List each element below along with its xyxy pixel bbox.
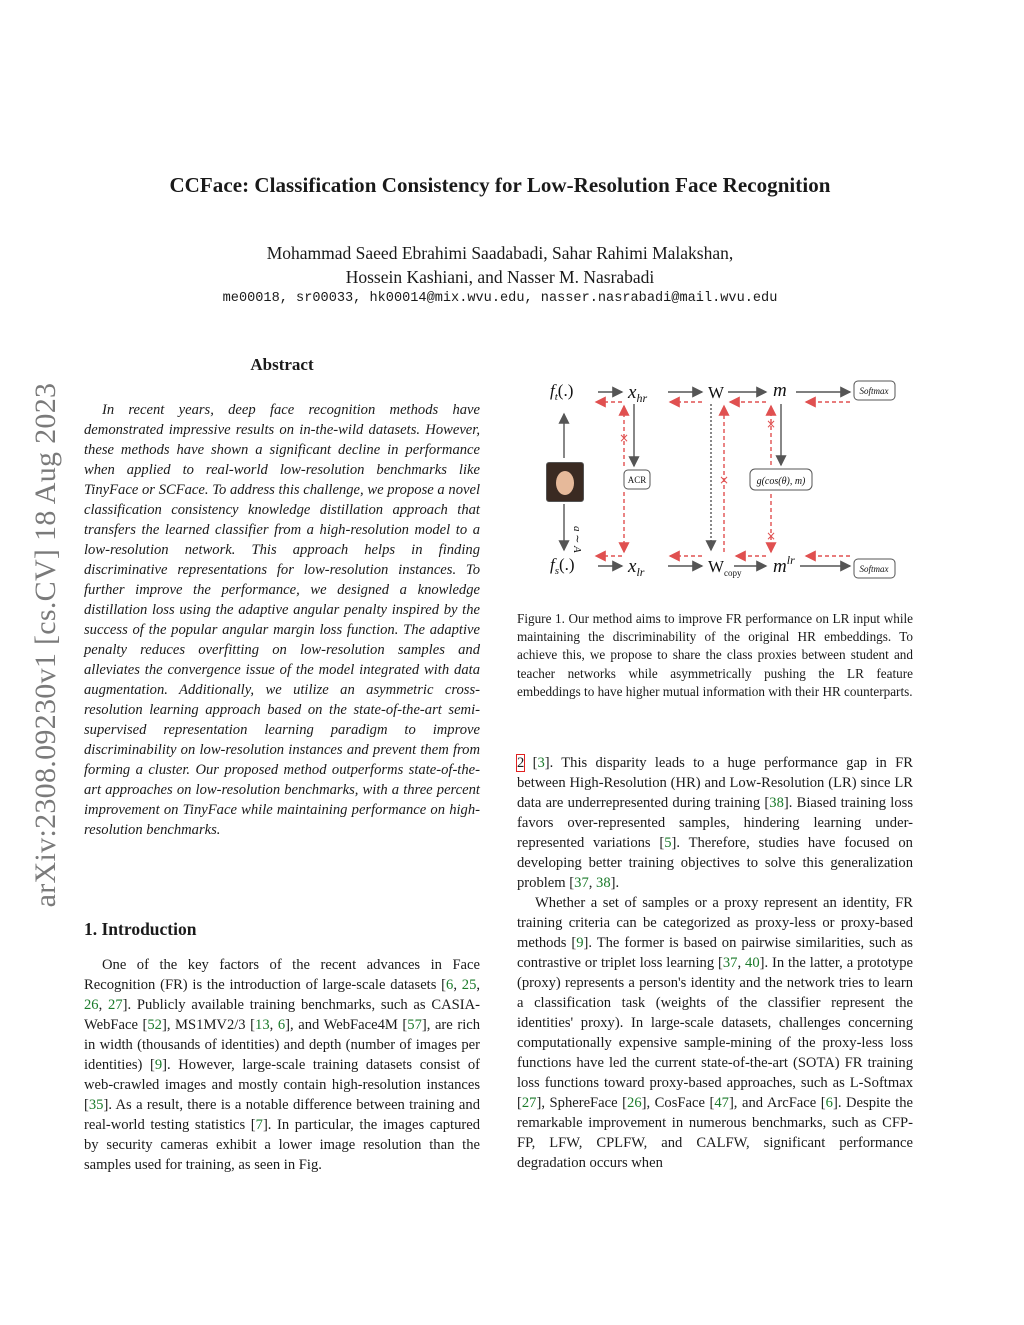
stop-gradient-mark-mlr: ×: [765, 529, 777, 543]
citation-link[interactable]: 9: [154, 1057, 163, 1073]
abstract-text: [84, 400, 480, 840]
stop-gradient-mark-xhr: ×: [618, 431, 630, 445]
continued-paragraph: 2 [3]. This disparity leads to a huge performance gap in FR between High-Resolution (HR) and Low-Resolution (LR) since LR data are underrepresented during training [38]. Biased training loss favors over-represented samples, hindering learning under-represented variations [5]. Therefore, studies have focused on developing better training objectives to solve this generalization problem [37, 38].: [517, 755, 913, 891]
text-run: ]. Publicly available training benchmarks, such as CASIA-WebFace [: [84, 997, 481, 1033]
author-line-1: Mohammad Saeed Ebrahimi Saadabadi, Sahar Rahimi Malakshan,: [266, 243, 734, 263]
text-run: One of the key factors of the recent advances in Face Recognition (FR) is the introduction of large-scale datasets [: [84, 957, 480, 993]
text-run: ], SphereFace [: [536, 1095, 628, 1111]
citation-link[interactable]: 6: [825, 1095, 833, 1111]
arxiv-identifier-text: arXiv:2308.09230v1 [cs.CV] 18 Aug 2023: [29, 382, 62, 908]
student-function-label: $f_s(.)$: [550, 555, 575, 577]
acr-label: ACR: [627, 475, 647, 485]
text-run: ], MS1MV2/3 [: [161, 1017, 256, 1033]
citation-link[interactable]: 13: [255, 1017, 270, 1033]
citation-link[interactable]: 27: [108, 997, 123, 1013]
paragraph-proxy-methods: Whether a set of samples or a proxy represent an identity, FR training criteria can be categorized as proxy-less or proxy-based methods [9]. The former is based on pairwise similarities, such as contrastive or triplet loss learning [37, 40]. In the latter, a prototype (proxy) represents a person's identity and the network tries to learn a classification task (weights of the classifier represent the identities' proxy). In large-scale datasets, challenges concerning computationally expensive sample-mining of the proxy-less loss functions have led the current state-of-the-art (SOTA) FR training loss functions toward proxy-based approaches, such as L-Softmax [27], SphereFace [26], CosFace [47], and ArcFace [6]. Despite the remarkable improvement in numerous benchmarks, such as CFP-FP, LFW, CPLFW, and CALFW, significant performance degradation occurs when: [517, 895, 914, 1171]
citation-link[interactable]: 37: [574, 875, 589, 891]
author-line-2: Hossein Kashiani, and Nasser M. Nasrabadi: [345, 267, 655, 287]
citation-link[interactable]: 7: [255, 1117, 263, 1133]
abstract-paragraph: In recent years, deep face recognition methods have demonstrated impressive results on in-the-wild datasets. However, these methods have shown a significant decline in performance when applied to real-world low-resolution benchmarks like TinyFace or SCFace. To address this challenge, we propose a novel classification consistency knowledge distillation approach that transfers the learned classifier from a high-resolution model to a low-resolution network. This approach helps in finding discriminative representations for low-resolution instances. To further improve the performance, we designed a knowledge distillation loss using the adaptive angular penalty inspired by the success of the popular angular margin loss function. The adaptive penalty reduces overfitting on low-resolution samples and alleviates the convergence issue of the model integrated with data augmentation. Additionally, we utilize an asymmetric cross-resolution learning approach based on the state-of-the-art semi-supervised representation learning paradigm to improve discriminability on low-resolution instances and prevent them from forming a cluster. Our proposed method outperforms state-of-the-art approaches on low-resolution benchmarks, with a three percent improvement on TinyFace while maintaining performance on high-resolution benchmarks.: [84, 402, 480, 838]
classifier-weight-label: W: [708, 383, 725, 402]
text-run: ]. The former is based on pairwise similarities, such as contrastive or triplet loss learning [: [517, 935, 913, 971]
paper-title: CCFace: Classification Consistency for Low-Resolution Face Recognition: [169, 173, 831, 197]
softmax-bottom-label: Softmax: [859, 564, 889, 574]
stop-gradient-mark-w: ×: [718, 473, 730, 487]
figure-1-caption: Figure 1. Our method aims to improve FR performance on LR input while maintaining the discriminability of the original HR embeddings. To achieve this, we propose to share the class proxies between student and teacher networks while asymmetrically pushing the LR feature embeddings to have higher mutual information with their HR counterparts.: [517, 611, 913, 699]
citation-link[interactable]: 9: [576, 935, 584, 951]
citation-link[interactable]: 3: [537, 755, 545, 771]
author-list: [0, 241, 1000, 289]
stop-gradient-mark-m: ×: [765, 417, 777, 431]
augmentation-label: a ∼ A: [571, 526, 583, 553]
g-function-label: g(cos(θ), m): [756, 476, 806, 487]
teacher-function-label: $f_t(.)$: [550, 381, 574, 403]
citation-link[interactable]: 5: [664, 835, 672, 851]
text-run: ]. In particular, the images captured by security cameras exhibit a lower image resolution than the samples used for training, as seen in Fig.: [84, 1117, 480, 1173]
citation-link[interactable]: 47: [714, 1095, 729, 1111]
text-run: ]. However, large-scale training datasets consist of web-crawled images and mostly contain high-resolution instances [: [84, 1057, 480, 1113]
right-column-text: [517, 753, 913, 1173]
text-run: ]. Despite the remarkable improvement in numerous benchmarks, such as CFP-FP, LFW, CPLFW, and CALFW, significant performance degradation occurs when: [517, 1095, 913, 1171]
text-run: ], are rich in width (thousands of identities) and depth (number of images per identities) [: [84, 1017, 481, 1073]
text-run: ]. This disparity leads to a huge performance gap in FR between High-Resolution (HR) and Low-Resolution (LR) since LR data are underrepresented during training [: [517, 755, 913, 811]
method-diagram-svg: [538, 370, 914, 595]
text-run: Whether a set of samples or a proxy represent an identity, FR training criteria can be categorized as proxy-less or proxy-based methods [: [517, 895, 913, 951]
figure-1-diagram: [538, 370, 914, 595]
citation-link[interactable]: 52: [147, 1017, 162, 1033]
citation-link[interactable]: 38: [769, 795, 784, 811]
citation-link[interactable]: 6: [277, 1017, 286, 1033]
text-run: ]. As a result, there is a notable difference between training and real-world testing statistics [: [84, 1097, 480, 1133]
citation-link[interactable]: 26: [84, 997, 99, 1013]
citation-link[interactable]: 57: [407, 1017, 422, 1033]
lr-embedding-label: $x_{lr}$: [628, 556, 645, 579]
hr-embedding-label: $x_{hr}$: [628, 382, 648, 405]
face-image: [546, 462, 584, 502]
text-run: ], CosFace [: [641, 1095, 715, 1111]
citation-link[interactable]: 40: [745, 955, 760, 971]
text-run: ]. Biased training loss favors over-represented samples, hindering learning under-represented variations [: [517, 795, 913, 851]
text-run: ]. In the latter, a prototype (proxy) represents a person's identity and the network tries to learn a classification task (weights of the classifier represent the identities' proxy). In large-scale datasets, challenges concerning computationally expensive sample-mining of the proxy-less loss functions have led the current state-of-the-art (SOTA) FR training loss functions toward proxy-based approaches, such as L-Softmax [: [517, 955, 914, 1111]
citation-link[interactable]: 37: [722, 955, 738, 971]
text-run: ], and WebFace4M [: [285, 1017, 408, 1033]
abstract-heading: Abstract: [250, 355, 314, 374]
text-run: ], and ArcFace [: [728, 1095, 826, 1111]
arxiv-identifier: [24, 345, 68, 945]
citation-link[interactable]: 25: [461, 977, 477, 993]
text-run: ]. Therefore, studies have focused on developing better training objectives to solve this generalization problem [: [517, 835, 913, 891]
figure-reference-link[interactable]: 2: [517, 755, 525, 771]
citation-link[interactable]: 26: [627, 1095, 642, 1111]
citation-link[interactable]: 27: [521, 1095, 537, 1111]
classifier-copy-label: $W_{copy}$: [708, 557, 742, 578]
section-heading-introduction: 1. Introduction: [84, 919, 197, 939]
citation-link[interactable]: 6: [446, 977, 454, 993]
citation-link[interactable]: 38: [596, 875, 611, 891]
softmax-top-label: Softmax: [859, 386, 889, 396]
author-emails: me00018, sr00033, hk00014@mix.wvu.edu, nasser.nasrabadi@mail.wvu.edu: [222, 291, 778, 306]
margin-label: m: [773, 380, 787, 401]
citation-link[interactable]: 35: [88, 1097, 104, 1113]
lr-margin-label: $m^{lr}$: [773, 553, 795, 577]
introduction-text: [84, 955, 480, 1175]
intro-paragraph-1: One of the key factors of the recent advances in Face Recognition (FR) is the introduction of large-scale datasets [6, 25, 26, 27]. Publicly available training benchmarks, such as CASIA-WebFace [52], MS1MV2/3 [13, 6], and WebFace4M [57], are rich in width (thousands of identities) and depth (number of images per identities) [9]. However, large-scale training datasets consist of web-crawled images and mostly contain high-resolution instances [35]. As a result, there is a notable difference between training and real-world testing statistics [7]. In particular, the images captured by security cameras exhibit a lower image resolution than the samples used for training, as seen in Fig.: [84, 957, 481, 1173]
